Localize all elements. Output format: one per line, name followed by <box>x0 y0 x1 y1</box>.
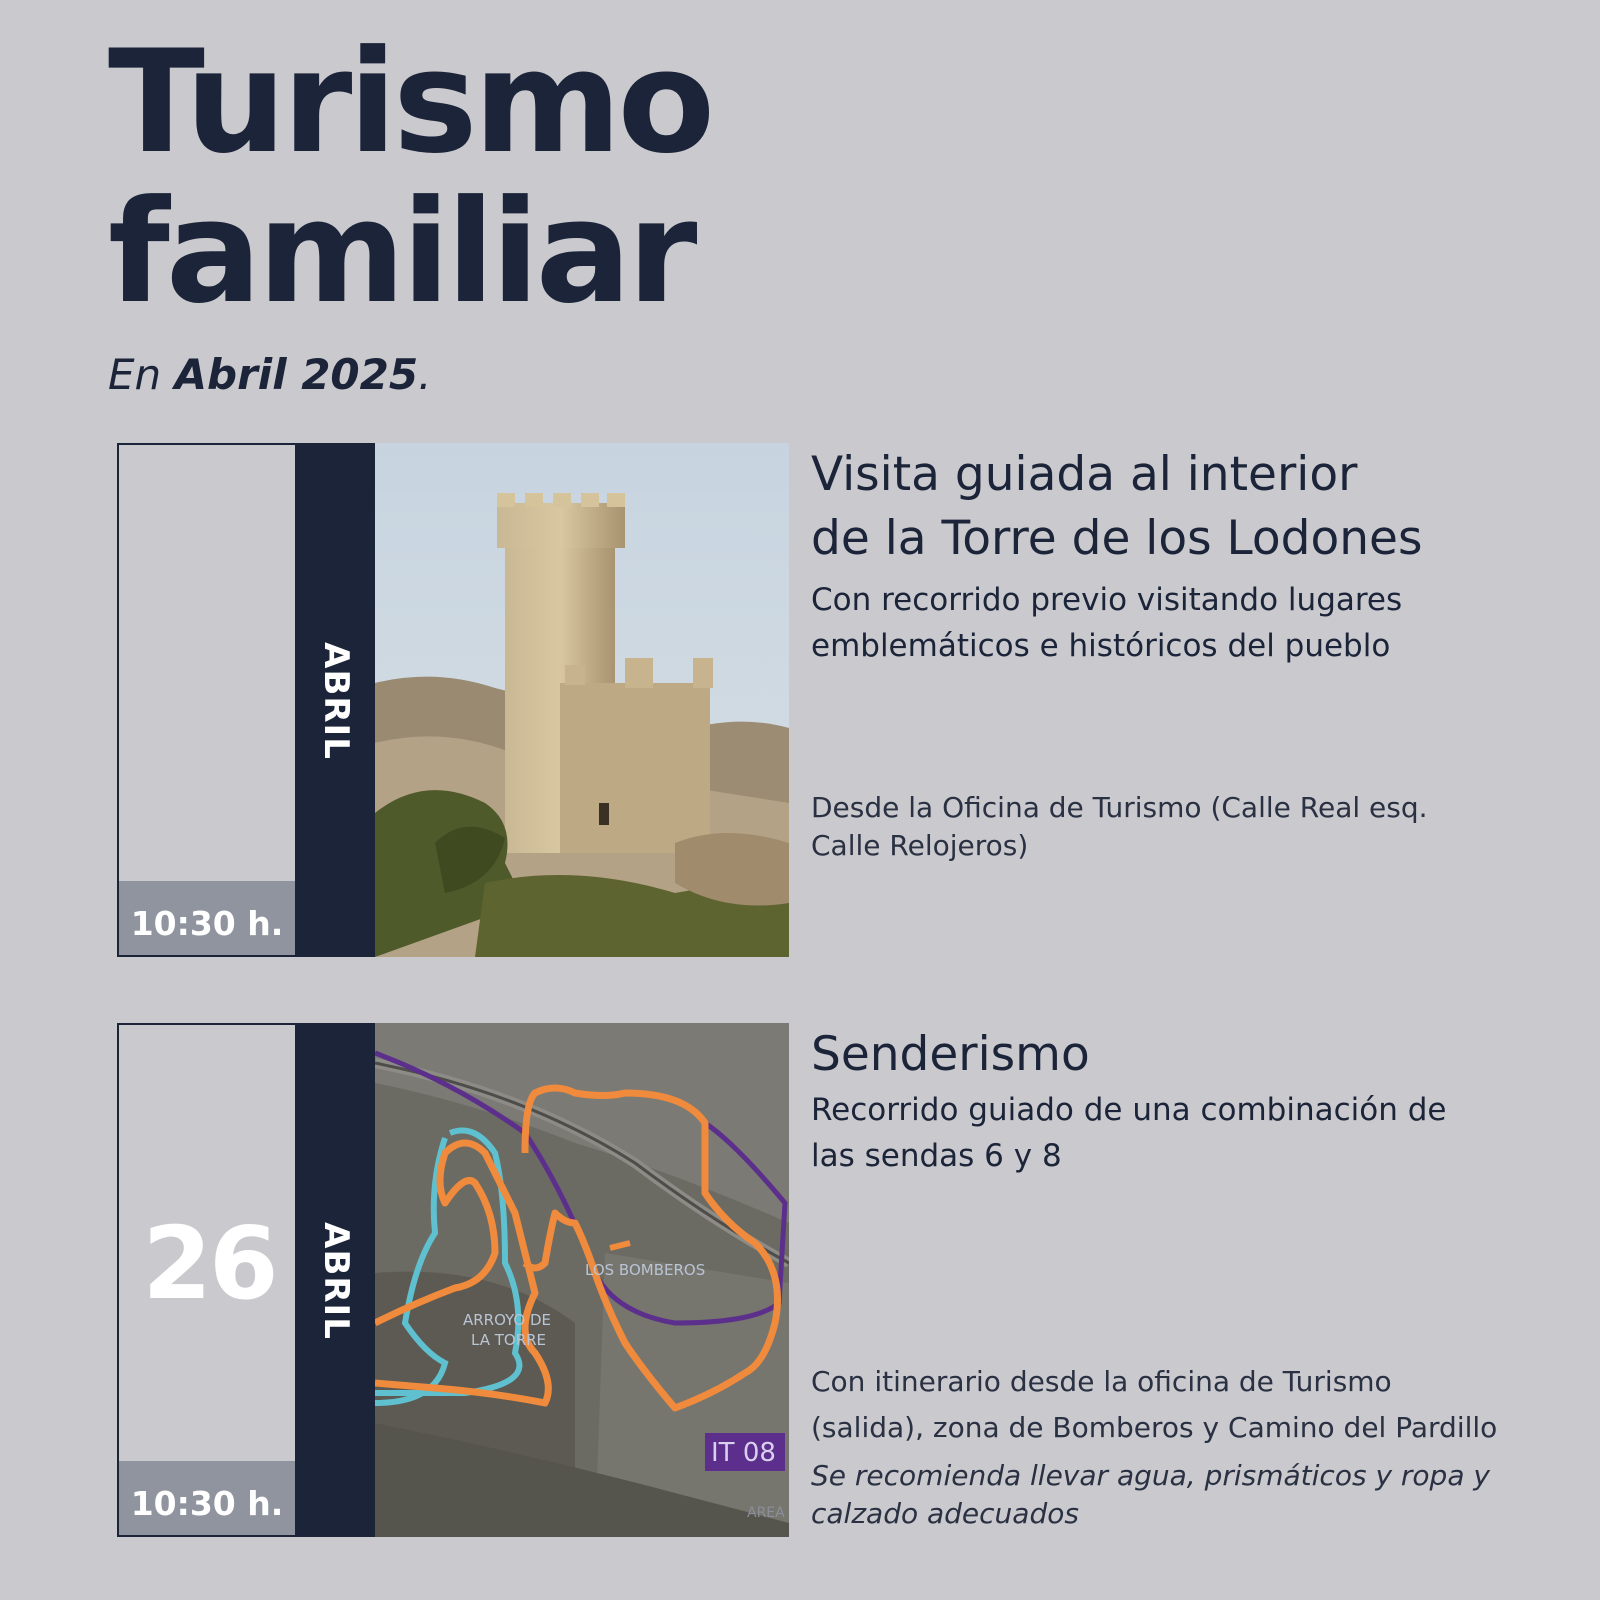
map-label-arroyo-2: LA TORRE <box>471 1331 547 1349</box>
event-title-line-2: de la Torre de los Lodones <box>811 511 1423 566</box>
event-note-line-1: Se recomienda llevar agua, prismáticos y ropa y <box>811 1459 1490 1492</box>
month-bar <box>296 1023 375 1537</box>
event-subtitle-line-1: Recorrido guiado de una combinación de <box>811 1092 1447 1128</box>
event-month: ABRIL <box>316 642 356 760</box>
event-location-line-1: Desde la Oficina de Turismo (Calle Real esq. <box>811 791 1428 824</box>
event-location-line-2: Calle Relojeros) <box>811 829 1029 862</box>
month-bar <box>296 443 375 957</box>
map-label-bomberos: LOS BOMBEROS <box>585 1261 706 1279</box>
event-time: 10:30 h. <box>119 881 295 955</box>
event-card-2 <box>117 1023 789 1537</box>
event-subtitle-line-2: las sendas 6 y 8 <box>811 1138 1062 1174</box>
event-title: Senderismo <box>811 1027 1090 1082</box>
event-info-2 <box>811 1023 1511 1533</box>
event-info-1 <box>811 443 1511 865</box>
date-box <box>117 1023 297 1537</box>
event-time: 10:30 h. <box>119 1461 295 1535</box>
event-title-line-1: Visita guiada al interior <box>811 447 1358 502</box>
event-location <box>811 1359 1511 1451</box>
event-month: ABRIL <box>316 1222 356 1340</box>
tower-photo <box>375 443 789 957</box>
date-box <box>117 443 297 957</box>
page-title <box>108 20 712 335</box>
event-note-line-2: calzado adecuados <box>811 1497 1079 1530</box>
event-subtitle-line-2: emblemáticos e históricos del pueblo <box>811 628 1391 664</box>
subtitle-prefix: En <box>108 350 175 399</box>
map-label-area: AREA <box>747 1505 785 1521</box>
event-note <box>811 1457 1511 1533</box>
event-card-1 <box>117 443 789 957</box>
event-subtitle <box>811 577 1511 669</box>
map-label-arroyo-1: ARROYO DE <box>463 1311 552 1329</box>
event-location-line-1: Con itinerario desde la oficina de Turismo <box>811 1365 1392 1398</box>
event-location <box>811 789 1511 865</box>
title-line-1: Turismo <box>108 20 712 185</box>
event-location-line-2: (salida), zona de Bomberos y Camino del Pardillo <box>811 1411 1498 1444</box>
title-line-2: familiar <box>108 170 694 335</box>
event-subtitle-line-1: Con recorrido previo visitando lugares <box>811 582 1403 618</box>
subtitle-suffix: . <box>418 350 432 399</box>
event-title <box>811 443 1511 571</box>
map-label-it08: IT 08 <box>711 1438 776 1468</box>
event-day: 26 <box>142 1205 276 1322</box>
event-subtitle <box>811 1087 1511 1179</box>
page-subtitle <box>108 350 431 399</box>
subtitle-date: Abril 2025 <box>174 350 419 399</box>
route-map <box>375 1023 789 1537</box>
